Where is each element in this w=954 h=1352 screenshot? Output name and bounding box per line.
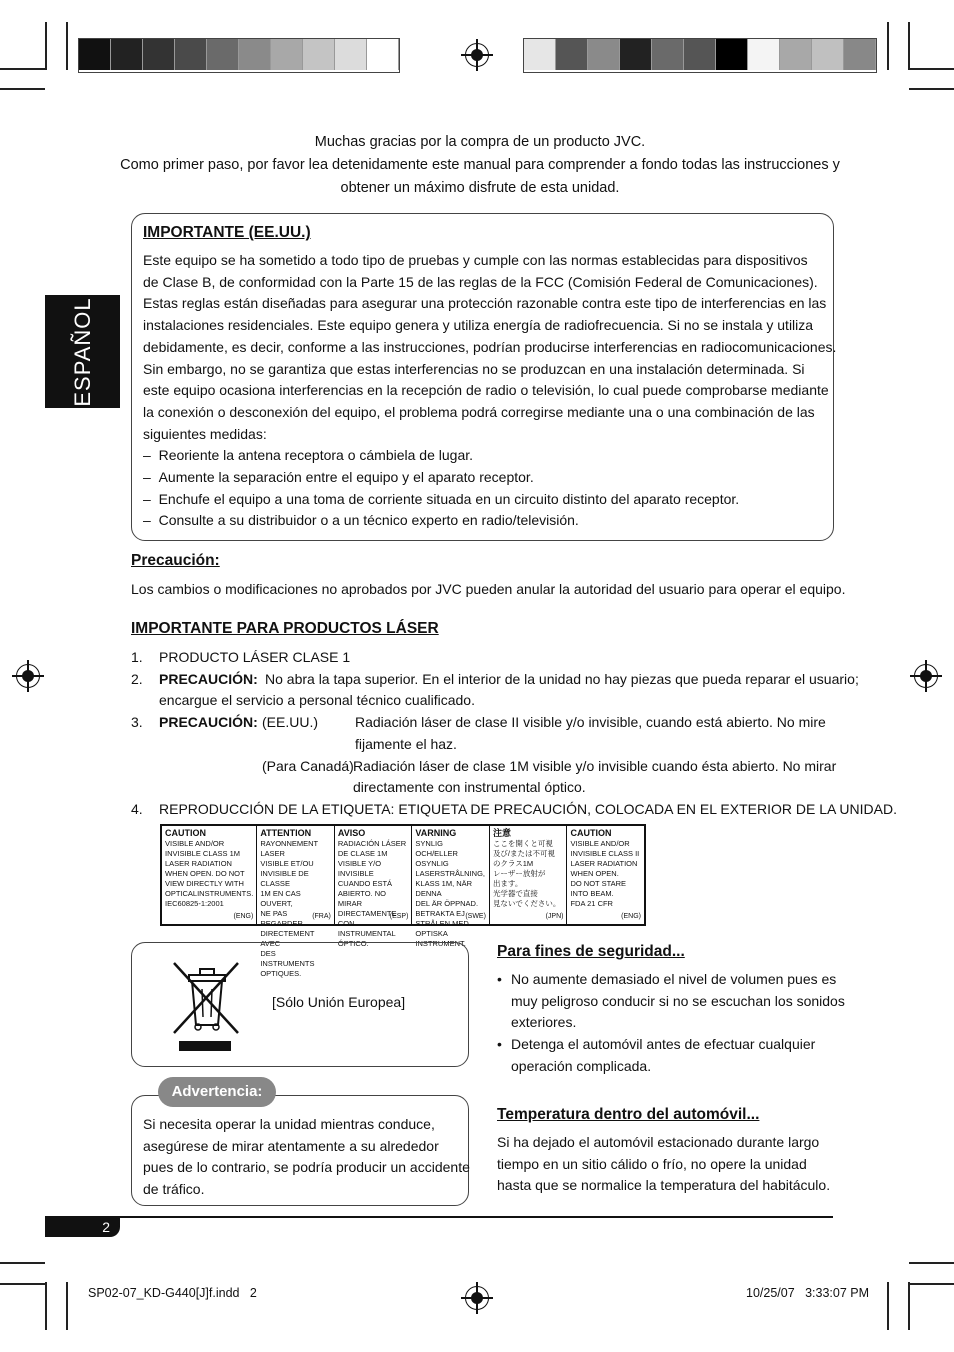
safety-line: operación complicada. [511, 1057, 652, 1074]
crop-mark [887, 22, 889, 70]
label-cell-line: WHEN OPEN. [570, 869, 619, 878]
body-line: Estas reglas están diseñadas para asegurar una protección razonable contra este tipo de interferencias en las [143, 295, 827, 312]
label-cell-line: LASERSTRÅLNING, [415, 869, 486, 878]
color-swatch [652, 39, 684, 70]
warning-pill: Advertencia: [158, 1077, 276, 1107]
label-cell-line: SYNLIG OCH/ELLER [415, 839, 458, 858]
footer-rule [45, 1216, 833, 1218]
label-cell-lang: (ENG) [233, 913, 254, 920]
label-cell-title: CAUTION [570, 828, 612, 838]
color-bar-left [78, 38, 400, 73]
label-cell-line: のクラス1M [492, 859, 534, 868]
color-swatch [620, 39, 652, 70]
crossed-bin-icon [172, 955, 242, 1055]
body-line: instalaciones residenciales. Este equipo genera y utiliza energía de radiofrecuencia. Si no se instala y utiliza [143, 317, 814, 334]
label-cell [162, 826, 257, 924]
color-swatch [207, 39, 239, 70]
label-cell-title: 注意 [492, 828, 511, 838]
slug-file: SP02-07_KD-G440[J]f.indd 2 [88, 1286, 257, 1300]
label-cell-line: CUANDO ESTÁ [337, 879, 393, 888]
label-cell-line: FDA 21 CFR [570, 899, 613, 908]
label-cell-line: VISIBLE AND/OR [165, 839, 225, 848]
laser-item-3-text: fijamente el haz. [355, 736, 457, 752]
color-swatch [335, 39, 367, 70]
eu-disposal-box [131, 942, 469, 1067]
label-cell-line: OPTICALINSTRUMENTS. [165, 889, 254, 898]
color-swatch [556, 39, 588, 70]
label-cell-line: INTO BEAM. [570, 889, 614, 898]
bullet-dot: • [497, 971, 502, 987]
crop-mark [908, 1282, 910, 1330]
temperature-text [497, 1132, 830, 1197]
laser-item-3-label: PRECAUCIÓN: [159, 714, 258, 730]
crop-mark [0, 1283, 45, 1285]
color-swatch [367, 39, 399, 70]
label-cell-line: KLASS 1M, NÄR DENNA [415, 879, 473, 898]
warning-line: pues de lo contrario, se podría producir un accidente [143, 1159, 470, 1176]
crop-mark [909, 68, 954, 70]
label-cell-line: 出ます。 [492, 879, 523, 888]
bullet-text: Reoriente la antena receptora o cámbiela de lugar. [158, 447, 474, 464]
body-line: este equipo ocasiona interferencias en la recepción de radio o televisión, lo cual puede comprobarse mediante [143, 382, 829, 399]
warning-text [143, 1114, 470, 1201]
list-number: 4. [131, 801, 143, 817]
color-swatch [716, 39, 748, 70]
registration-mark-icon [465, 1286, 489, 1310]
label-cell-title: ATTENTION [260, 828, 312, 838]
color-swatch [79, 39, 111, 70]
important-us-box [131, 213, 837, 541]
important-us-body [143, 250, 837, 532]
laser-item-3-region: (Para Canadá) [262, 758, 354, 774]
safety-line: Detenga el automóvil antes de efectuar cualquier [511, 1036, 816, 1052]
label-cell-line: IEC60825-1:2001 [165, 899, 224, 908]
label-cell [412, 826, 490, 948]
body-line: Este equipo se ha sometido a todo tipo de pruebas y cumple con las normas establecidas para dispositivos [143, 252, 808, 268]
registration-mark-icon [914, 664, 938, 688]
label-cell-line: INVISIBLE DE CLASSE [260, 869, 309, 888]
body-line: de Clase B, de conformidad con la Parte 15 de las reglas de la FCC (Comisión Federal de Comunicaciones). [143, 273, 818, 290]
label-cell-line: 光学器で直接 [492, 889, 538, 898]
temperature-line: tiempo en un sitio cálido o frío, no opere la unidad [497, 1155, 807, 1172]
crop-mark [45, 1282, 47, 1330]
caution-text: Los cambios o modificaciones no aprobados por JVC pueden anular la autoridad del usuario para operar el equipo. [131, 581, 846, 597]
bullet-item: – Reoriente la antena receptora o cámbiela de lugar. [143, 447, 474, 464]
bullet-dot: • [497, 1036, 502, 1052]
intro-line: Muchas gracias por la compra de un producto JVC. [314, 134, 646, 150]
crop-mark [45, 22, 47, 70]
body-line: la conexión o desconexión del equipo, el problema podrá corregirse mediante una o una combinación de las [143, 403, 815, 420]
page-number: 2 [45, 1217, 120, 1237]
label-cell-lang: (FRA) [312, 913, 331, 920]
laser-item-3-text: directamente con instrumental óptico. [353, 779, 586, 795]
bullet-item: – Enchufe el equipo a una toma de corriente situada en un circuito distinto del aparato receptor. [143, 490, 740, 507]
label-cell-lang: (ESP) [389, 913, 409, 920]
label-cell-line: DIRECTEMENT AVEC [260, 929, 315, 948]
crop-mark [0, 88, 45, 90]
label-cell-title: AVISO [337, 828, 366, 838]
warning-line: asegúrese de mirar atentamente a su alrededor [143, 1137, 439, 1154]
bullet-text: Enchufe el equipo a una toma de corriente situada en un circuito distinto del aparato receptor. [158, 490, 740, 507]
crop-mark [66, 22, 68, 70]
color-swatch [524, 39, 556, 70]
color-swatch [684, 39, 716, 70]
warning-box [131, 1095, 469, 1206]
laser-item-3-region: (EE.UU.) [262, 714, 318, 730]
label-cell-line: DEL ÄR ÖPPNAD. [415, 899, 479, 908]
label-cell-line: VISIBLE ET/OU [260, 859, 314, 868]
label-cell-line: ABIERTO. NO MIRAR [337, 889, 386, 908]
crop-mark [0, 68, 45, 70]
color-swatch [175, 39, 207, 70]
temperature-line: Si ha dejado el automóvil estacionado durante largo [497, 1134, 820, 1150]
color-swatch [844, 39, 876, 70]
color-swatch [748, 39, 780, 70]
color-swatch [303, 39, 335, 70]
label-cell-title: VARNING [415, 828, 457, 838]
safety-bullet-1 [497, 969, 845, 1034]
eu-note: [Sólo Unión Europea] [272, 994, 406, 1010]
laser-item-3-text: Radiación láser de clase 1M visible y/o invisible cuando ésta abierto. No mirar [353, 758, 837, 774]
crop-mark [66, 1282, 68, 1330]
label-cell-line: DE CLASE 1M [337, 849, 388, 858]
registration-mark-icon [16, 664, 40, 688]
label-cell-line: 1M EN CAS OUVERT, [260, 889, 301, 908]
bullet-text: Consulte a su distribuidor o a un técnico experto en radio/televisión. [158, 512, 579, 529]
list-number: 2. [131, 671, 143, 687]
label-cell-line: NE PAS REGARDER [260, 909, 303, 928]
body-line: debidamente, es decir, conforme a las instrucciones, podrían producirse interferencias en radiocomunicaciones. [143, 338, 837, 355]
label-cell-line: RADIACIÓN LÁSER [337, 839, 407, 848]
label-cell-line: VISIBLE Y/O INVISIBLE [337, 859, 382, 878]
label-cell-line: DIRECTAMENTE [337, 909, 397, 918]
temperature-heading: Temperatura dentro del automóvil... [497, 1106, 760, 1123]
label-cell-line: INVISIBLE CLASS 1M [165, 849, 241, 858]
slug-date: 10/25/07 3:33:07 PM [746, 1286, 870, 1300]
registration-mark-icon [465, 43, 489, 67]
label-cell-line: LASER RADIATION [165, 859, 232, 868]
crop-mark [909, 1283, 954, 1285]
label-cell-lang: (SWE) [465, 913, 486, 920]
label-cell-line: ここを開くと可視 [492, 839, 553, 848]
label-cell-line: LASER RADIATION [570, 859, 638, 868]
label-cell-line: INSTRUMENT. [415, 939, 466, 948]
color-swatch [111, 39, 143, 70]
laser-item-3-text: Radiación láser de clase II visible y/o invisible, cuando está abierto. No mire [355, 714, 826, 730]
language-tab-label: ESPAÑOL [69, 296, 95, 407]
color-swatch [812, 39, 844, 70]
label-cell-line: ÓPTICO. [337, 939, 369, 948]
label-cell-line: レーザー放射が [492, 869, 546, 878]
label-cell-line: 見ないでください。 [492, 899, 561, 908]
label-cell-lang: (ENG) [621, 913, 641, 920]
color-swatch [780, 39, 812, 70]
crop-mark [909, 1262, 954, 1264]
safety-heading: Para fines de seguridad... [497, 943, 685, 960]
label-cell-line: VIEW DIRECTLY WITH [165, 879, 244, 888]
intro-line: obtener un máximo disfrute de esta unidad. [340, 180, 620, 196]
label-cell-title: CAUTION [165, 828, 206, 838]
label-cell [257, 826, 335, 978]
crop-mark [887, 1282, 889, 1330]
laser-item-1: PRODUCTO LÁSER CLASE 1 [159, 649, 351, 665]
color-swatch [271, 39, 303, 70]
label-cell-lang: (JPN) [545, 913, 564, 920]
laser-item-2-label: PRECAUCIÓN: [159, 671, 258, 687]
color-swatch [239, 39, 271, 70]
safety-line: No aumente demasiado el nivel de volumen pues es [511, 971, 837, 987]
body-line: Sin embargo, no se garantiza que estas interferencias no se produzcan en una instalación determinada. Si [143, 360, 805, 377]
label-cell-line: CON INSTRUMENTAL [337, 919, 396, 938]
laser-item-2-text: No abra la tapa superior. En el interior de la unidad no hay piezas que pueda reparar el usuario; [265, 671, 859, 687]
bullet-text: Aumente la separación entre el equipo y el aparato receptor. [158, 469, 534, 486]
label-cell [335, 826, 413, 948]
label-cell-line: WHEN OPEN. DO NOT [165, 869, 245, 878]
crop-mark [0, 1262, 45, 1264]
label-cell [490, 826, 568, 924]
label-cell-line: VISIBLE AND/OR [570, 839, 630, 848]
crop-mark [909, 88, 954, 90]
label-cell-line: OSYNLIG [415, 859, 449, 868]
label-cell [567, 826, 644, 924]
intro-line: Como primer paso, por favor lea detenidamente este manual para comprender a fondo todas las instrucciones y [120, 157, 840, 173]
list-number: 3. [131, 714, 143, 730]
bullet-item: – Consulte a su distribuidor o a un técnico experto en radio/televisión. [143, 512, 579, 529]
body-line: siguientes medidas: [143, 425, 267, 442]
language-tab [45, 295, 120, 408]
color-swatch [143, 39, 175, 70]
label-cell-line: DES INSTRUMENTS [260, 949, 315, 968]
laser-item-4: REPRODUCCIÓN DE LA ETIQUETA: ETIQUETA DE PRECAUCIÓN, COLOCADA EN EL EXTERIOR DE LA UNIDAD. [159, 801, 897, 817]
color-swatch [588, 39, 620, 70]
list-number: 1. [131, 649, 143, 665]
safety-line: exteriores. [511, 1014, 577, 1031]
color-bar-right [523, 38, 877, 73]
warning-line: de tráfico. [143, 1181, 205, 1198]
intro-text [100, 131, 860, 200]
label-cell-line: BETRAKTA EJ [415, 909, 465, 918]
label-cell-line: INVISIBLE CLASS II [570, 849, 640, 858]
label-cell-line: DO NOT STARE [570, 879, 627, 888]
label-cell-line: STRÅLEN MED OPTISKA [415, 919, 469, 938]
important-us-heading: IMPORTANTE (EE.UU.) [143, 224, 311, 241]
safety-bullet-2 [497, 1034, 815, 1077]
label-cell-line: OPTIQUES. [260, 969, 302, 978]
label-cell-line: 及び/または不可視 [492, 849, 556, 858]
bullet-item: – Aumente la separación entre el equipo y el aparato receptor. [143, 469, 534, 486]
warning-line: Si necesita operar la unidad mientras conduce, [143, 1116, 435, 1132]
crop-mark [908, 22, 910, 70]
caution-heading: Precaución: [131, 552, 220, 569]
label-cell-line: RAYONNEMENT LASER [260, 839, 318, 858]
laser-heading: IMPORTANTE PARA PRODUCTOS LÁSER [131, 620, 439, 637]
laser-item-2-text: encargue el servicio a personal técnico cualificado. [159, 692, 475, 708]
temperature-line: hasta que se normalice la temperatura del habitáculo. [497, 1177, 831, 1194]
safety-line: muy peligroso conducir si no se escuchan los sonidos [511, 992, 845, 1009]
